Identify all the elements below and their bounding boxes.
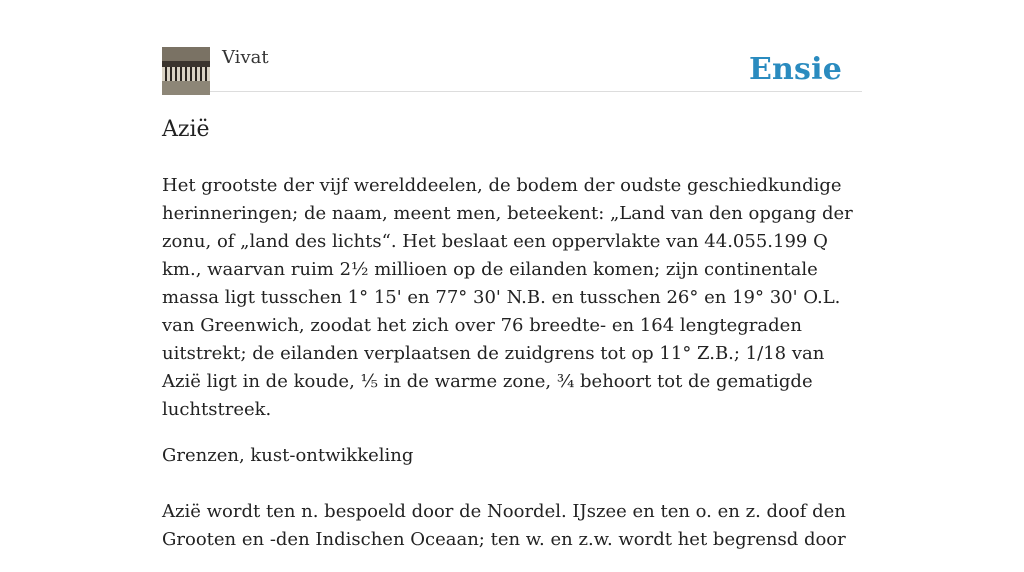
section-heading: Grenzen, kust-ontwikkeling [162,445,414,466]
article-paragraph: Azië wordt ten n. bespoeld door de Noordel. IJszee en ten o. en z. doof den Grooten en -den Indischen Oceaan; ten w. en z.w. wordt het begrensd door [162,501,846,550]
brand-logo[interactable]: Ensie [748,52,842,87]
article-paragraph: Het grootste der vijf werelddeelen, de bodem der oudste geschiedkundige herinneringen; de naam, meent men, beteekent: „Land van den opgang der zonu, of „land des lichts“. Het beslaat een oppervlakte van 44.055.199 Q km., waarvan ruim 2½ millioen op de eilanden komen; zijn continentale massa ligt tusschen 1° 15' en 77° 30' N.B. en tusschen 26° en 19° 30' O.L. van Greenwich, zoodat het zich over 76 breedte- en 164 lengtegraden uitstrekt; de eilanden verplaatsen de zuidgrens tot op 11° Z.B.; 1/18 van Azië ligt in de koude, ⅕ in de warme zone, ¾ behoort tot de gematigde luchtstreek. [162,175,853,420]
site-header [162,46,862,92]
article [162,114,862,572]
bookshelf-avatar-icon[interactable] [162,47,210,95]
site-name[interactable]: Vivat [222,47,269,68]
article-title: Azië [162,117,210,142]
